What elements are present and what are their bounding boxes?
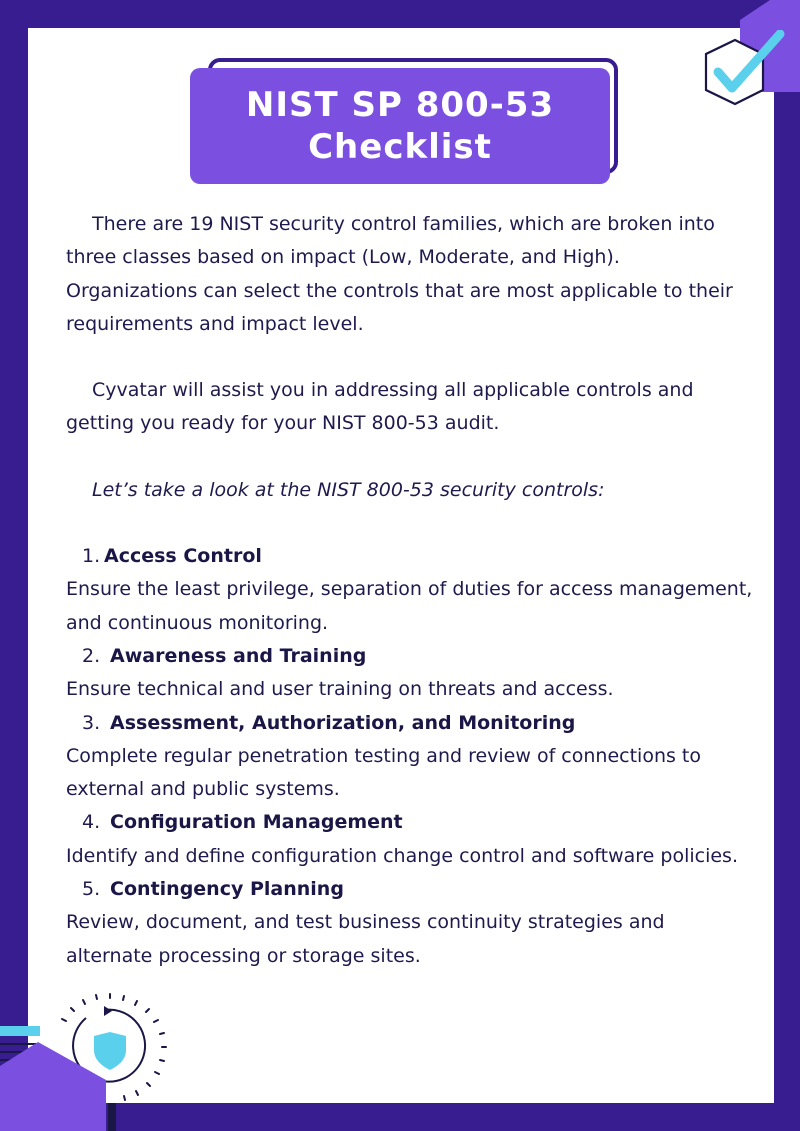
document-body	[66, 208, 756, 973]
control-description: Complete regular penetration testing and review of connections to external and public systems.	[66, 744, 702, 801]
control-description: Ensure technical and user training on threats and access.	[66, 678, 614, 701]
title-banner	[190, 68, 610, 184]
control-title: Assessment, Authorization, and Monitoring	[110, 711, 576, 734]
intro-paragraph-1: There are 19 NIST security control families, which are broken into three classes based on impact (Low, Moderate, and High). Organizations can select the controls that are most applicable to their requirements and impact level.	[66, 213, 733, 335]
control-item	[66, 873, 756, 973]
intro-paragraph-2: Cyvatar will assist you in addressing all applicable controls and getting you ready for your NIST 800-53 audit.	[66, 379, 694, 435]
control-item	[66, 707, 756, 807]
control-number: 4.	[82, 811, 101, 834]
control-item	[66, 806, 756, 873]
control-description: Ensure the least privilege, separation of duties for access management, and continuous monitoring.	[66, 578, 753, 634]
control-title: Contingency Planning	[110, 878, 344, 901]
checkmark-hexagon-icon	[700, 30, 790, 110]
control-item	[66, 540, 756, 640]
control-number: 1.	[82, 545, 101, 568]
control-title: Access Control	[104, 545, 262, 568]
control-number: 5.	[82, 878, 101, 901]
control-description: Identify and define configuration change control and software policies.	[66, 844, 738, 867]
title-line-2: Checklist	[308, 127, 492, 167]
control-title: Awareness and Training	[110, 644, 367, 667]
control-number: 3.	[82, 711, 101, 734]
control-title: Configuration Management	[110, 811, 403, 834]
control-item	[66, 640, 756, 707]
control-number: 2.	[82, 644, 101, 667]
title-line-1: NIST SP 800-53	[245, 85, 555, 125]
bottom-left-decoration	[0, 980, 180, 1131]
lead-in-text: Let’s take a look at the NIST 800-53 security controls:	[92, 478, 605, 501]
control-description: Review, document, and test business continuity strategies and alternate processing or storage sites.	[66, 911, 665, 967]
